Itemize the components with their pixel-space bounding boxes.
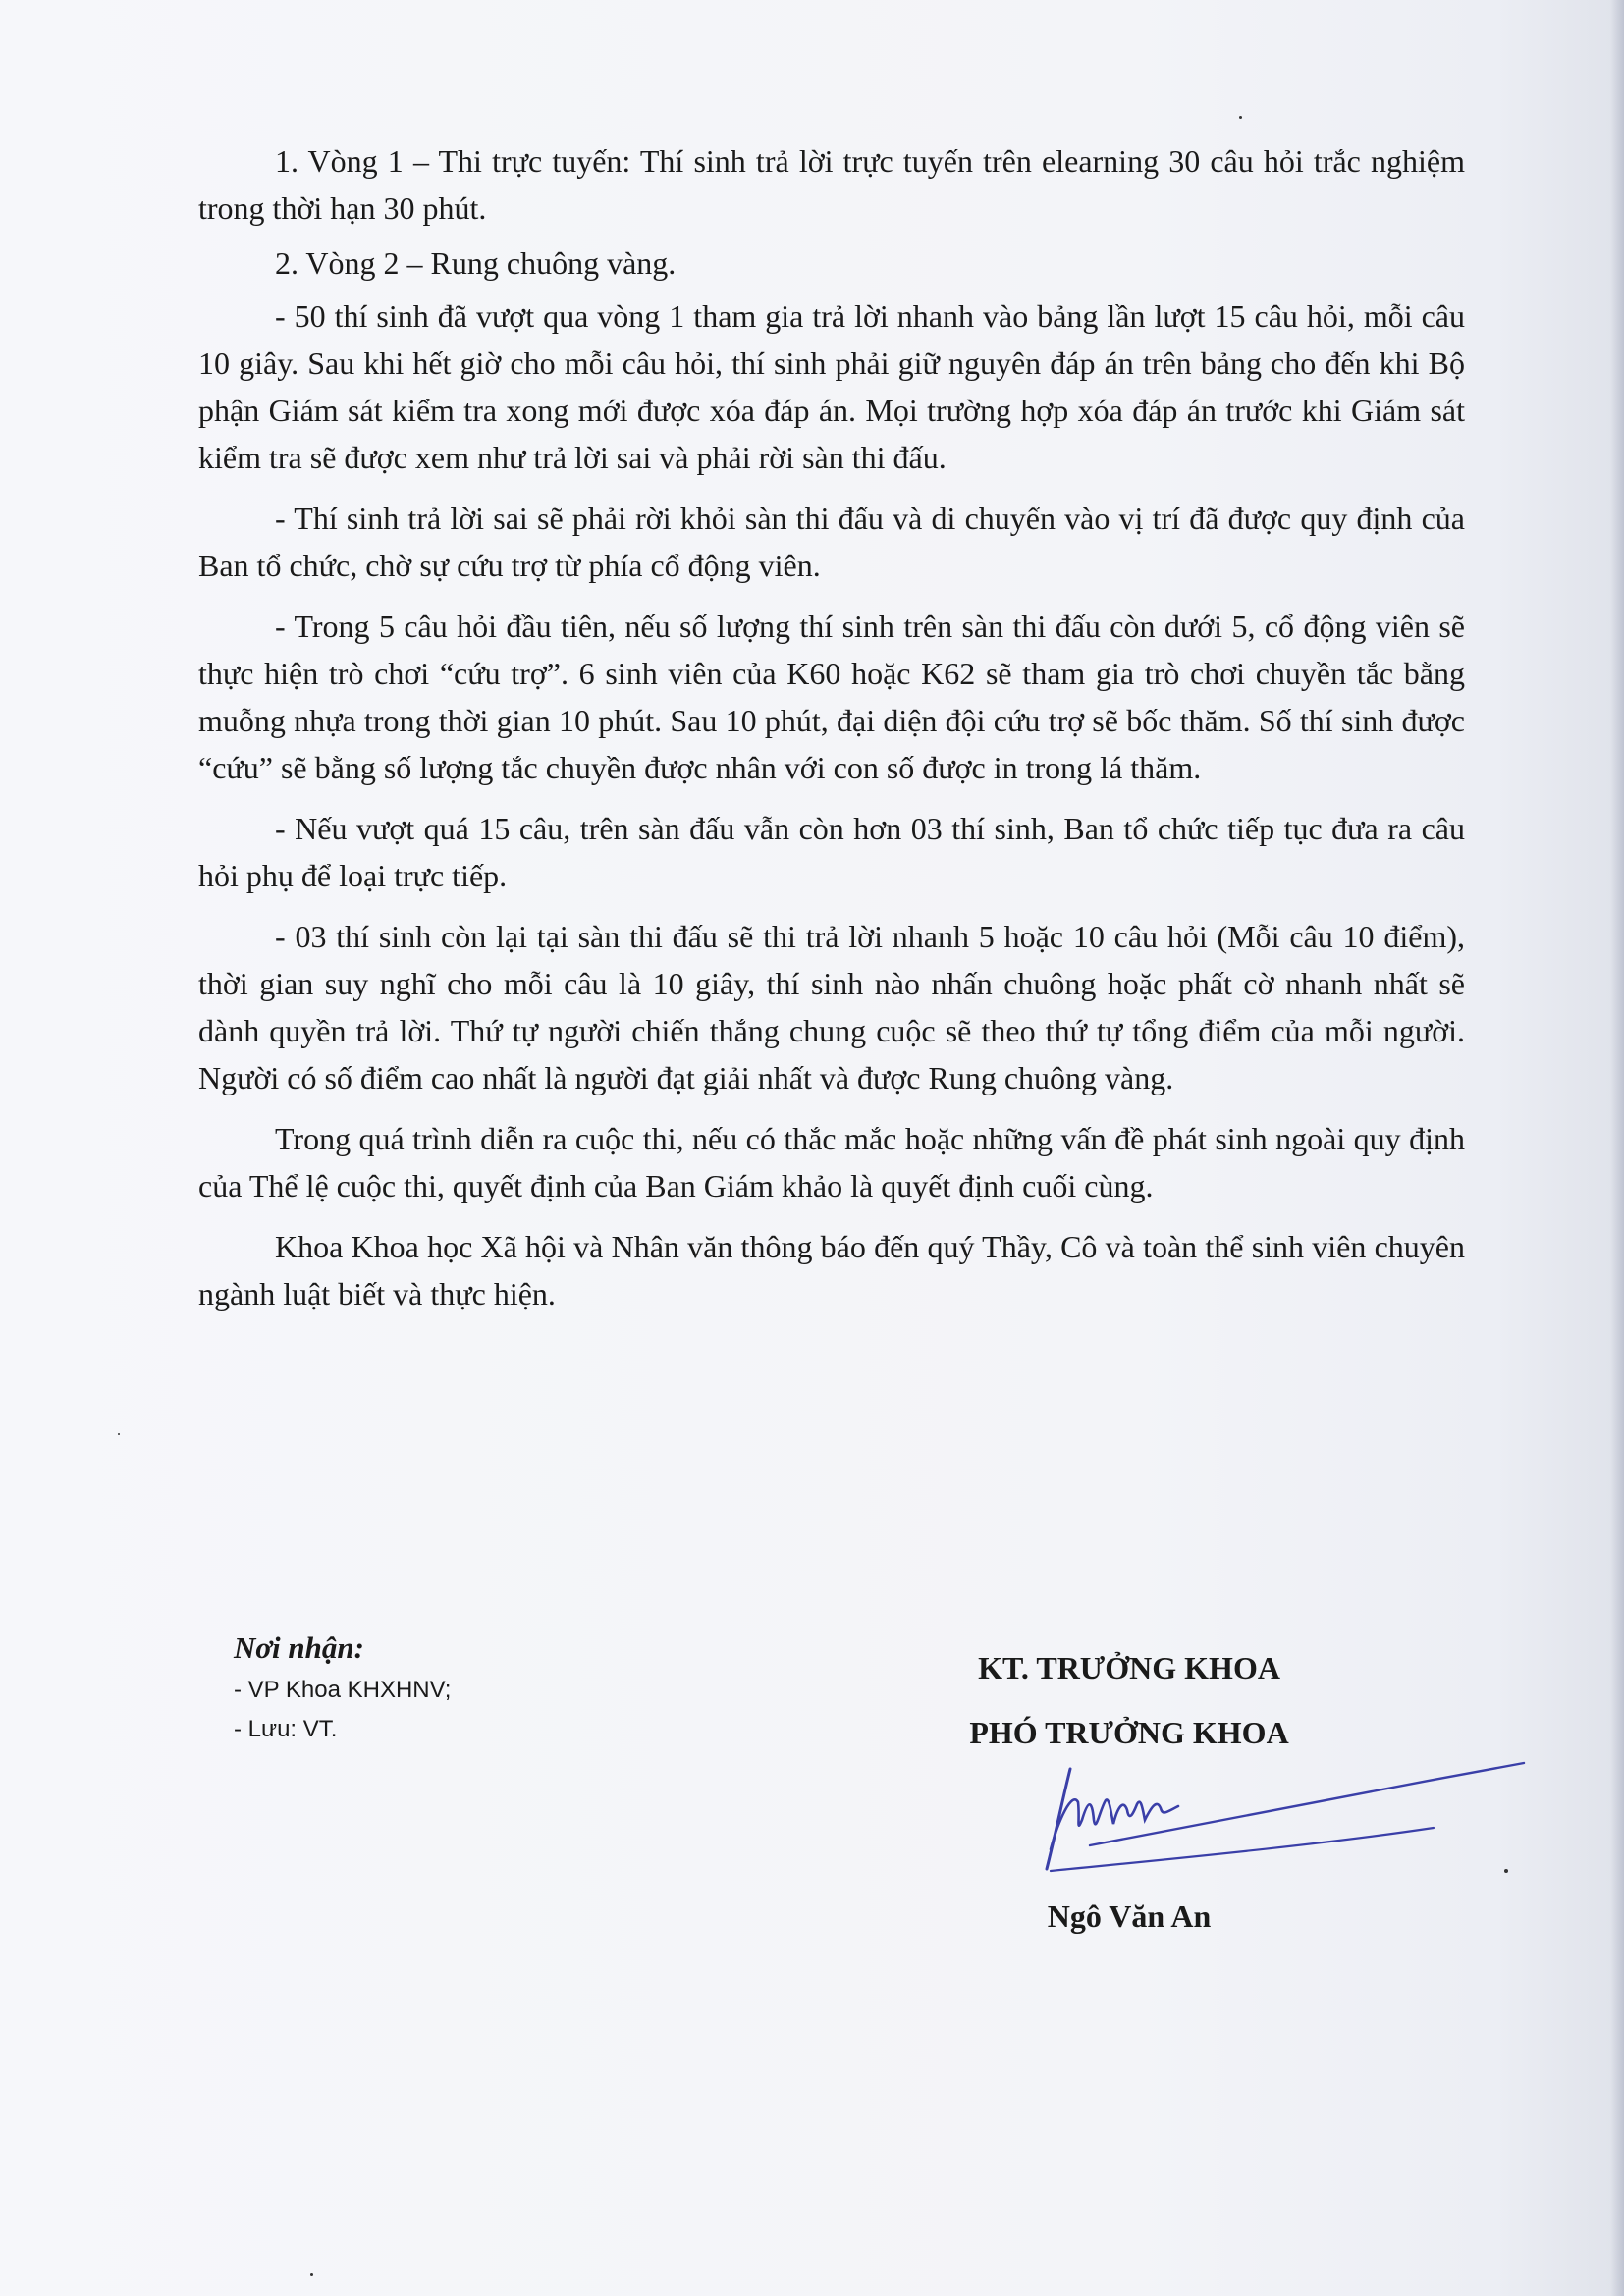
scan-speck bbox=[1239, 116, 1242, 119]
paragraph-jury-decision: Trong quá trình diễn ra cuộc thi, nếu có thắc mắc hoặc những vấn đề phát sinh ngoài quy định của Thể lệ cuộc thi, quyết định của Ban Giám khảo là quyết định cuối cùng. bbox=[198, 1121, 1465, 1203]
document-body bbox=[198, 137, 1465, 1317]
recipients-block bbox=[234, 1626, 451, 1749]
scan-speck bbox=[118, 1433, 120, 1435]
paragraph-round-1: 1. Vòng 1 – Thi trực tuyến: Thí sinh trả lời trực tuyến trên elearning 30 câu hỏi trắc nghiệm trong thời hạn 30 phút. bbox=[198, 143, 1465, 226]
handwritten-signature bbox=[1021, 1751, 1532, 1879]
signature-title-line-2: PHÓ TRƯỞNG KHOA bbox=[969, 1715, 1289, 1750]
recipient-item: - VP Khoa KHXHNV; bbox=[234, 1677, 452, 1703]
paragraph-round-2-rule-1: - 50 thí sinh đã vượt qua vòng 1 tham gia trả lời nhanh vào bảng lần lượt 15 câu hỏi, mỗi câu 10 giây. Sau khi hết giờ cho mỗi câu hỏi, thí sinh phải giữ nguyên đáp án trên bảng cho đến khi Bộ phận Giám sát kiểm tra xong mới được xóa đáp án. Mọi trường hợp xóa đáp án trước khi Giám sát kiểm tra sẽ được xem như trả lời sai và phải rời sàn thi đấu. bbox=[198, 298, 1465, 475]
paragraph-round-2-rule-3: - Trong 5 câu hỏi đầu tiên, nếu số lượng thí sinh trên sàn thi đấu còn dưới 5, cổ động viên sẽ thực hiện trò chơi “cứu trợ”. 6 sinh viên của K60 hoặc K62 sẽ tham gia trò chơi chuyền tắc bằng muỗng nhựa trong thời gian 10 phút. Sau 10 phút, đại diện đội cứu trợ sẽ bốc thăm. Số thí sinh được “cứu” sẽ bằng số lượng tắc chuyền được nhân với con số được in trong lá thăm. bbox=[198, 609, 1465, 785]
paragraph-round-2-heading: 2. Vòng 2 – Rung chuông vàng. bbox=[275, 245, 677, 281]
paragraph-round-2-rule-5: - 03 thí sinh còn lại tại sàn thi đấu sẽ thi trả lời nhanh 5 hoặc 10 câu hỏi (Mỗi câu 10 điểm), thời gian suy nghĩ cho mỗi câu là 10 giây, thí sinh nào nhấn chuông hoặc phất cờ nhanh nhất sẽ dành quyền trả lời. Thứ tự người chiến thắng chung cuộc sẽ theo thứ tự tổng điểm của mỗi người. Người có số điểm cao nhất là người đạt giải nhất và được Rung chuông vàng. bbox=[198, 919, 1465, 1095]
scan-speck bbox=[1504, 1869, 1508, 1873]
paragraph-round-2-rule-2: - Thí sinh trả lời sai sẽ phải rời khỏi sàn thi đấu và di chuyển vào vị trí đã được quy định của Ban tổ chức, chờ sự cứu trợ từ phía cổ động viên. bbox=[198, 501, 1465, 583]
recipients-heading: Nơi nhận: bbox=[234, 1630, 364, 1665]
scan-speck bbox=[310, 2273, 313, 2276]
recipient-item: - Lưu: VT. bbox=[234, 1716, 338, 1742]
paragraph-round-2-rule-4: - Nếu vượt quá 15 câu, trên sàn đấu vẫn còn hơn 03 thí sinh, Ban tổ chức tiếp tục đưa ra câu hỏi phụ để loại trực tiếp. bbox=[198, 811, 1465, 893]
scan-edge-shadow bbox=[1610, 0, 1624, 2296]
signer-name: Ngô Văn An bbox=[1047, 1898, 1212, 1934]
paragraph-announcement: Khoa Khoa học Xã hội và Nhân văn thông báo đến quý Thầy, Cô và toàn thể sinh viên chuyên ngành luật biết và thực hiện. bbox=[198, 1229, 1465, 1311]
signature-title-line-1: KT. TRƯỞNG KHOA bbox=[978, 1650, 1280, 1685]
signature-title-block bbox=[884, 1635, 1375, 1765]
